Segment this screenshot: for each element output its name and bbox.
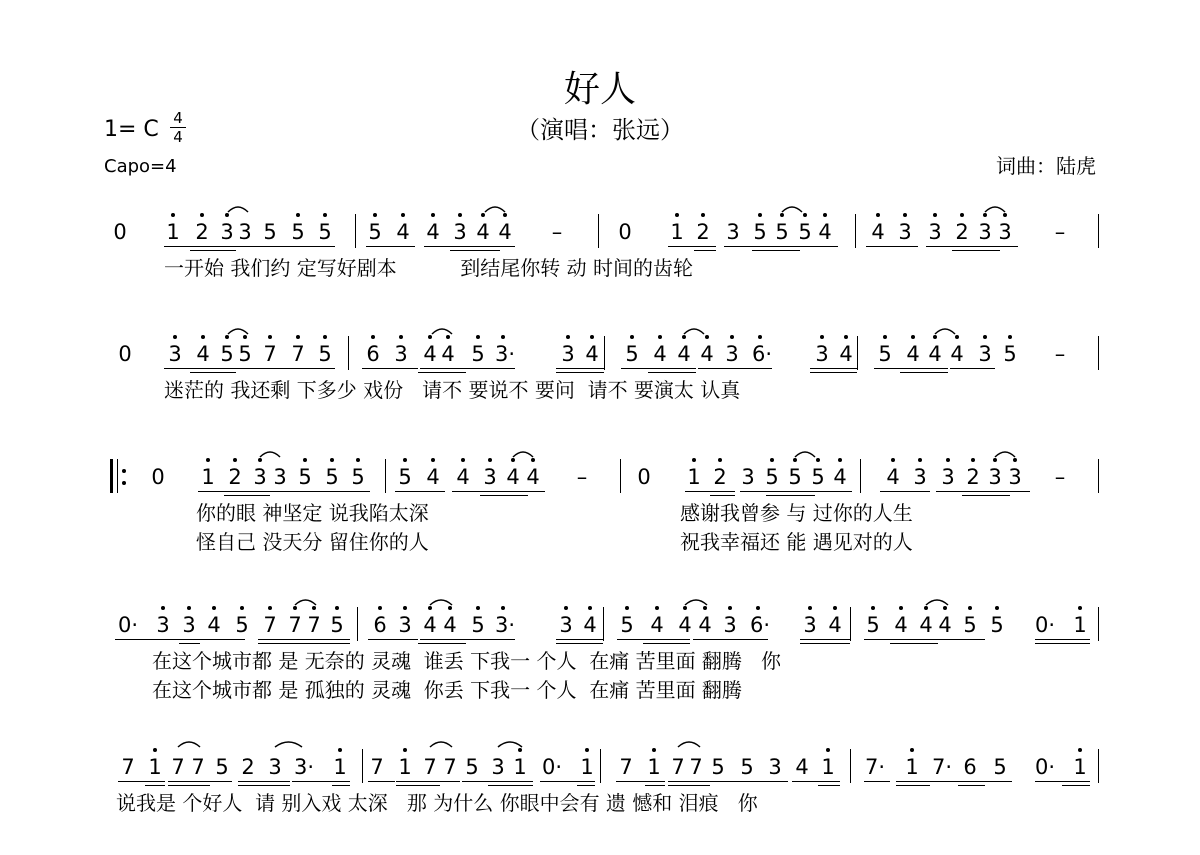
note: 1 — [398, 755, 412, 779]
beam-line-double — [480, 495, 528, 496]
slur — [684, 329, 704, 334]
slur — [228, 207, 248, 212]
beam-line-double — [577, 785, 595, 786]
note: 5 — [215, 755, 229, 779]
score-row — [0, 745, 1200, 855]
note: 7 — [191, 755, 205, 779]
note: 2 — [713, 465, 727, 489]
note: 3 — [168, 342, 182, 366]
note: 3 — [1008, 465, 1022, 489]
note: 1 — [670, 220, 684, 244]
note: 3· — [495, 342, 516, 366]
credit-line: 词曲：陆虎 — [996, 154, 1096, 178]
beam-line-double — [752, 250, 800, 251]
note: 5 — [993, 755, 1007, 779]
score-row — [0, 455, 1200, 565]
slur — [275, 742, 302, 747]
note: 3 — [561, 342, 575, 366]
slur — [432, 329, 452, 334]
beam-line-double — [224, 495, 270, 496]
note: 3 — [483, 465, 497, 489]
slur — [678, 742, 700, 747]
score-row — [0, 332, 1200, 442]
note: 4 — [396, 220, 410, 244]
note: 3 — [988, 465, 1002, 489]
note: – — [1054, 465, 1066, 489]
note: 5 — [740, 755, 754, 779]
note: 1 — [580, 755, 594, 779]
note: 4 — [938, 613, 952, 637]
note: 4 — [650, 613, 664, 637]
note: 0· — [1035, 613, 1056, 637]
lyric-text: 在这个城市都 是 孤独的 灵魂 你丢 下我一 个人 在痛 苦里面 翻腾 — [152, 678, 742, 702]
beam-line-double — [238, 785, 290, 786]
beam-line-double — [1035, 643, 1090, 644]
slur-layer — [0, 455, 1200, 495]
note: 3 — [913, 465, 927, 489]
note: 0· — [1035, 755, 1056, 779]
beam-line-double — [766, 495, 815, 496]
note: 5 — [238, 342, 252, 366]
note: 1 — [687, 465, 701, 489]
note: 4 — [196, 342, 210, 366]
note: 3 — [398, 613, 412, 637]
slur — [430, 600, 452, 605]
meter-bottom: 4 — [173, 128, 183, 146]
beam-line-double — [418, 643, 466, 644]
note: 4 — [423, 613, 437, 637]
note: 4 — [426, 220, 440, 244]
beam-line-double — [896, 785, 930, 786]
note: 3 — [768, 755, 782, 779]
beam-line-double — [694, 250, 716, 251]
notation-line — [0, 210, 1200, 250]
beam-line-double — [668, 785, 710, 786]
note: 0· — [542, 755, 563, 779]
lyric-text: 感谢我曾参 与 过你的人生 — [680, 501, 913, 525]
note: 4 — [506, 465, 520, 489]
note: 6 — [373, 613, 387, 637]
beam-line-double — [258, 643, 350, 644]
note: 6· — [752, 342, 773, 366]
note: 7 — [689, 755, 703, 779]
note: 7 — [263, 342, 277, 366]
note: 3 — [998, 220, 1012, 244]
note: 5 — [471, 613, 485, 637]
note: 1 — [201, 465, 215, 489]
note: 5 — [330, 613, 344, 637]
note: 5 — [1003, 342, 1017, 366]
note: 3 — [978, 342, 992, 366]
lyric-text: 迷茫的 我还剩 下多少 戏份 请不 要说不 要问 请不 要演太 认真 — [164, 378, 741, 402]
note: 5 — [398, 465, 412, 489]
note: 3 — [726, 220, 740, 244]
note: 5 — [711, 755, 725, 779]
slur — [782, 207, 802, 212]
note: 3 — [453, 220, 467, 244]
note: 2 — [228, 465, 242, 489]
beam-line-double — [643, 643, 690, 644]
note: 2 — [955, 220, 969, 244]
note: – — [1054, 342, 1066, 366]
note: 3 — [491, 755, 505, 779]
beam-line-double — [556, 643, 603, 644]
note: 3 — [898, 220, 912, 244]
beam-line-double — [145, 785, 165, 786]
note: 3 — [941, 465, 955, 489]
beam-line-double — [556, 372, 604, 373]
lyric-text: 在这个城市都 是 无奈的 灵魂 谁丢 下我一 个人 在痛 苦里面 翻腾 你 — [152, 649, 782, 673]
note: 7 — [307, 613, 321, 637]
note: 3 — [273, 465, 287, 489]
slur — [178, 742, 200, 747]
beam-line-double — [800, 643, 850, 644]
note: 7 — [619, 755, 633, 779]
beam-line-double — [810, 372, 857, 373]
beam-line-double — [488, 785, 533, 786]
note: 4 — [833, 465, 847, 489]
note: 4 — [498, 220, 512, 244]
note: 4 — [906, 342, 920, 366]
note: 4 — [818, 220, 832, 244]
slur — [485, 207, 505, 212]
capo-label: Capo=4 — [104, 156, 177, 177]
lyric-text: 祝我幸福还 能 遇见对的人 — [680, 530, 913, 554]
note: 2 — [241, 755, 255, 779]
beam-line-double — [1062, 785, 1090, 786]
beam-line-double — [900, 372, 948, 373]
note: 5 — [325, 465, 339, 489]
slur — [260, 452, 280, 457]
note: 3 — [182, 613, 196, 637]
slur — [513, 452, 533, 457]
note: 0 — [118, 342, 132, 366]
note: 0 — [151, 465, 165, 489]
meter-top: 4 — [173, 109, 183, 127]
note: 5 — [471, 342, 485, 366]
slur-layer — [0, 332, 1200, 372]
note: – — [551, 220, 563, 244]
note: 5 — [368, 220, 382, 244]
note: 5 — [990, 613, 1004, 637]
note: 3 — [220, 220, 234, 244]
beam-line-double — [190, 372, 236, 373]
note: 4 — [207, 613, 221, 637]
note: 7· — [932, 755, 953, 779]
notation-line — [0, 603, 1200, 643]
note: 2 — [696, 220, 710, 244]
note: 3 — [815, 342, 829, 366]
note: 3 — [253, 465, 267, 489]
note: – — [1054, 220, 1066, 244]
note: 4 — [795, 755, 809, 779]
notation-line — [0, 332, 1200, 372]
lyric-text: 一开始 我们约 定写好剧本 到结尾你转 动 时间的齿轮 — [164, 256, 694, 280]
note: 3 — [156, 613, 170, 637]
note: 0· — [118, 613, 139, 637]
beam-line-double — [710, 495, 735, 496]
note: 4 — [583, 613, 597, 637]
note: 3· — [294, 755, 315, 779]
note: 4 — [526, 465, 540, 489]
slur — [995, 452, 1015, 457]
note: – — [576, 465, 588, 489]
beam-line-double — [450, 250, 500, 251]
lyric-text: 怪自己 没天分 留住你的人 — [196, 530, 429, 554]
beam-line-double — [958, 785, 985, 786]
note: 6 — [366, 342, 380, 366]
note: 3 — [723, 613, 737, 637]
note: 5 — [625, 342, 639, 366]
note: 5 — [465, 755, 479, 779]
note: 4 — [443, 613, 457, 637]
beam-line-double — [952, 250, 1000, 251]
key-signature: 1= C — [104, 117, 159, 142]
note: 7 — [171, 755, 185, 779]
note: 7 — [443, 755, 457, 779]
note: 0 — [113, 220, 127, 244]
note: 7 — [291, 342, 305, 366]
slur — [926, 600, 948, 605]
song-title: 好人 — [563, 69, 636, 110]
slur — [985, 207, 1005, 212]
slur — [498, 742, 522, 747]
score-row — [0, 210, 1200, 320]
slur-layer — [0, 210, 1200, 250]
score-row — [0, 603, 1200, 713]
note: 5 — [775, 220, 789, 244]
note: 5 — [963, 613, 977, 637]
note: 5 — [765, 465, 779, 489]
note: 4 — [886, 465, 900, 489]
slur-layer — [0, 603, 1200, 643]
beam-line-double — [818, 785, 840, 786]
note: 7· — [865, 755, 886, 779]
note: 4 — [950, 342, 964, 366]
note: 3 — [394, 342, 408, 366]
note: 4 — [871, 220, 885, 244]
beam-line-double — [396, 785, 440, 786]
slur-layer — [0, 745, 1200, 785]
note: 6 — [963, 755, 977, 779]
note: 5 — [753, 220, 767, 244]
note: 2 — [195, 220, 209, 244]
note: 3· — [495, 613, 516, 637]
slur — [935, 329, 955, 334]
notation-line — [0, 455, 1200, 495]
note: 4 — [456, 465, 470, 489]
note: 5 — [220, 342, 234, 366]
note: 5 — [318, 220, 332, 244]
note: 3 — [741, 465, 755, 489]
slur — [228, 329, 248, 334]
note: 4 — [919, 613, 933, 637]
lyric-text: 说我是 个好人 请 别入戏 太深 那 为什么 你眼中会有 遗 憾和 泪痕 你 — [116, 791, 758, 815]
note: 6· — [750, 613, 771, 637]
note: 4 — [441, 342, 455, 366]
note: 3 — [725, 342, 739, 366]
note: 4 — [585, 342, 599, 366]
beam-line-double — [168, 785, 210, 786]
note: 4 — [677, 342, 691, 366]
note: 1 — [1073, 613, 1087, 637]
note: 1 — [513, 755, 527, 779]
beam-line-double — [645, 785, 665, 786]
note: 5 — [318, 342, 332, 366]
note: 7 — [121, 755, 135, 779]
beam-line-double — [890, 643, 938, 644]
note: 4 — [476, 220, 490, 244]
beam-line-double — [332, 785, 350, 786]
beam-line-double — [190, 250, 236, 251]
note: 0 — [637, 465, 651, 489]
note: 4 — [678, 613, 692, 637]
note: 5 — [263, 220, 277, 244]
note: 5 — [298, 465, 312, 489]
note: 3 — [978, 220, 992, 244]
slur — [685, 600, 707, 605]
note: 4 — [426, 465, 440, 489]
note: 4 — [839, 342, 853, 366]
note: 5 — [351, 465, 365, 489]
note: 7 — [263, 613, 277, 637]
note: 4 — [894, 613, 908, 637]
slur — [795, 452, 815, 457]
note: 3 — [803, 613, 817, 637]
note: 4 — [698, 613, 712, 637]
note: 5 — [798, 220, 812, 244]
note: 1 — [148, 755, 162, 779]
note: 1 — [905, 755, 919, 779]
lyric-text: 你的眼 神坚定 说我陷太深 — [196, 501, 429, 525]
note: 5 — [811, 465, 825, 489]
note: 5 — [788, 465, 802, 489]
note: 5 — [866, 613, 880, 637]
note: 3 — [559, 613, 573, 637]
note: 7 — [671, 755, 685, 779]
beam-line-double — [648, 372, 696, 373]
slur — [430, 742, 452, 747]
performer-line: （演唱：张远） — [516, 116, 684, 144]
note: 4 — [653, 342, 667, 366]
note: 5 — [620, 613, 634, 637]
note: 4 — [700, 342, 714, 366]
notation-line — [0, 745, 1200, 785]
note: 4 — [928, 342, 942, 366]
beam-line-double — [179, 643, 200, 644]
beam-line-double — [962, 495, 1010, 496]
note: 5 — [235, 613, 249, 637]
note: 4 — [828, 613, 842, 637]
slur — [295, 600, 316, 605]
note: 3 — [928, 220, 942, 244]
note: 7 — [288, 613, 302, 637]
note: 3 — [268, 755, 282, 779]
note: 0 — [618, 220, 632, 244]
note: 3 — [238, 220, 252, 244]
beam-line-double — [418, 372, 466, 373]
note: 4 — [423, 342, 437, 366]
note: 1 — [166, 220, 180, 244]
note: 5 — [291, 220, 305, 244]
time-signature — [170, 110, 186, 145]
note: 1 — [647, 755, 661, 779]
note: 7 — [370, 755, 384, 779]
note: 1 — [333, 755, 347, 779]
note: 7 — [423, 755, 437, 779]
note: 2 — [966, 465, 980, 489]
note: 1 — [821, 755, 835, 779]
note: 1 — [1073, 755, 1087, 779]
note: 5 — [878, 342, 892, 366]
